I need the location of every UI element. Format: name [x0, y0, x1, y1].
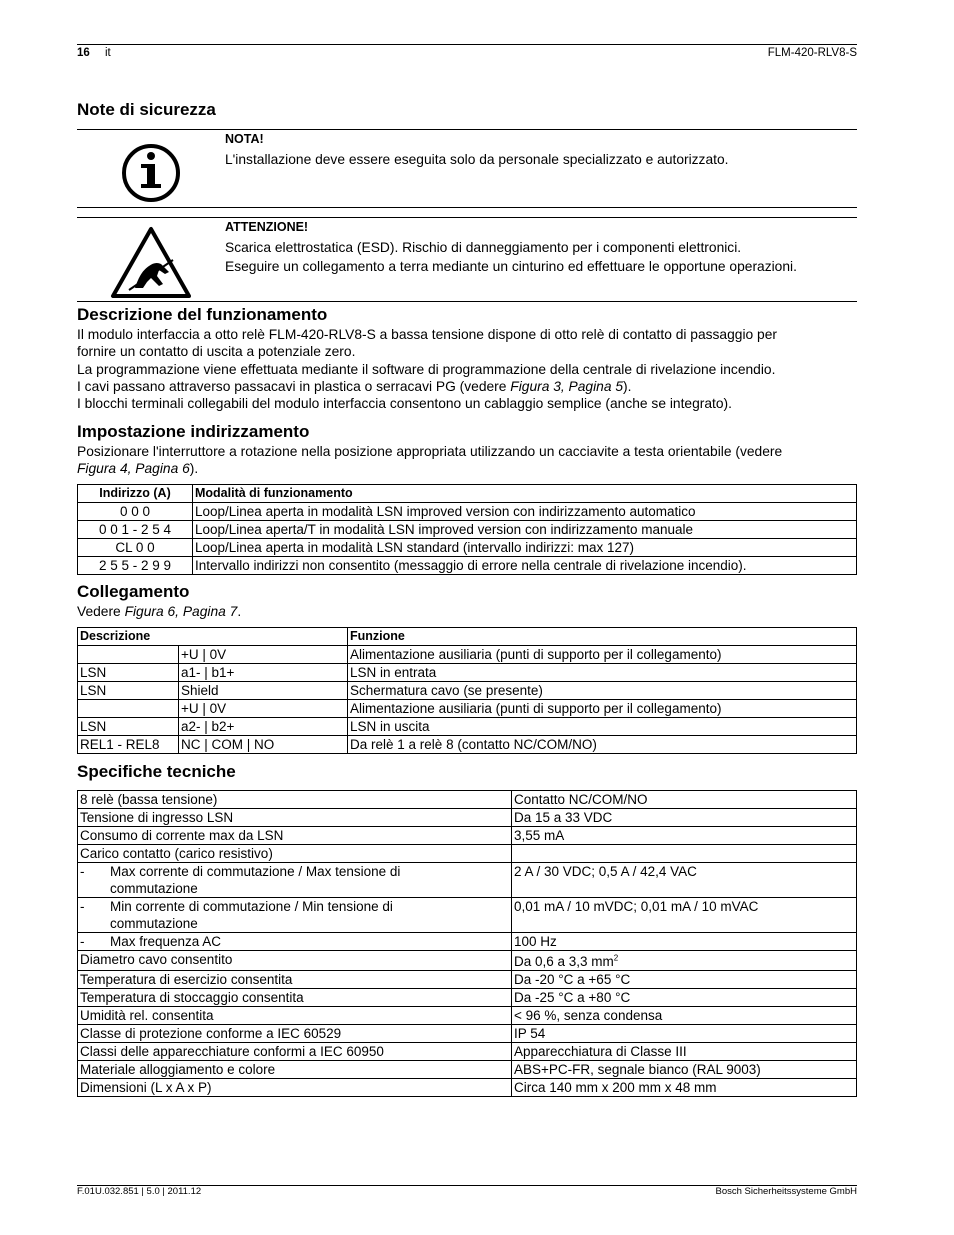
spec-label: [78, 933, 512, 951]
spec-value: 3,55 mA: [512, 827, 857, 845]
spec-value: 0,01 mA / 10 mVDC; 0,01 mA / 10 mVAC: [512, 898, 857, 933]
description-cell: [78, 646, 179, 664]
caution-label: ATTENZIONE!: [225, 220, 309, 234]
document-code: FLM-420-RLV8-S: [767, 47, 857, 59]
table-row: [78, 1079, 857, 1097]
table-row: [78, 521, 857, 539]
operation-p3: [77, 378, 857, 395]
operation-p3-end: ).: [623, 378, 632, 394]
caution-text: [225, 238, 797, 276]
list-dash: -: [80, 934, 85, 949]
address-cell: 0 0 1 - 2 5 4: [78, 521, 193, 539]
description-cell: LSN: [78, 718, 179, 736]
spec-label: Consumo di corrente max da LSN: [78, 827, 512, 845]
operation-p4: I blocchi terminali collegabili del modulo interfaccia consentono un cablaggio semplice (anche se integrato).: [77, 396, 732, 412]
spec-label-line1: Max corrente di commutazione / Max tensione di: [110, 864, 401, 879]
section-title-safety: Note di sicurezza: [77, 100, 216, 119]
specifications-table: [77, 790, 857, 1097]
table-row: [78, 503, 857, 521]
table-row: [78, 557, 857, 575]
addressing-description: [77, 443, 857, 478]
connection-text-end: .: [237, 604, 242, 619]
caution-line-2: Eseguire un collegamento a terra mediante un cinturino ed effettuare le opportune operazioni.: [225, 259, 797, 274]
operation-description: [77, 326, 857, 412]
spec-value: Da -20 °C a +65 °C: [512, 971, 857, 989]
table-row: [78, 845, 857, 863]
spec-label-line2: commutazione: [110, 916, 198, 931]
section-title-specifications: Specifiche tecniche: [77, 762, 236, 781]
terminal-cell: +U | 0V: [179, 646, 348, 664]
terminal-cell: a2- | b2+: [179, 718, 348, 736]
table-row: [78, 809, 857, 827]
operation-p3-text: I cavi passano attraverso passacavi in plastica o serracavi PG (vedere: [77, 378, 511, 394]
address-cell: 2 5 5 - 2 9 9: [78, 557, 193, 575]
spec-label: Classe di protezione conforme a IEC 60529: [78, 1025, 512, 1043]
language-code: it: [105, 47, 111, 59]
spec-value: IP 54: [512, 1025, 857, 1043]
table-row: [78, 1025, 857, 1043]
table-row: [78, 736, 857, 754]
spec-label: Temperatura di esercizio consentita: [78, 971, 512, 989]
spec-value-text: Da 0,6 a 3,3 mm: [514, 954, 614, 969]
table-row: [78, 898, 857, 933]
spec-value: < 96 %, senza condensa: [512, 1007, 857, 1025]
table-row: [78, 1061, 857, 1079]
figure-reference-link[interactable]: Figura 6, Pagina 7: [124, 604, 238, 619]
mode-cell: Intervallo indirizzi non consentito (messaggio di errore nella centrale di rivelazione incendio).: [193, 557, 857, 575]
section-title-operation: Descrizione del funzionamento: [77, 305, 328, 324]
mode-cell: Loop/Linea aperta in modalità LSN standard (intervallo indirizzi: max 127): [193, 539, 857, 557]
function-cell: LSN in entrata: [348, 664, 857, 682]
note-text: L'installazione deve essere eseguita solo da personale specializzato e autorizzato.: [225, 152, 729, 167]
note-label: NOTA!: [225, 132, 264, 146]
list-dash: -: [80, 864, 85, 879]
spec-value: ABS+PC-FR, segnale bianco (RAL 9003): [512, 1061, 857, 1079]
section-title-connection: Collegamento: [77, 582, 190, 601]
note-box: [77, 129, 857, 208]
list-dash: -: [80, 899, 85, 914]
spec-label: Dimensioni (L x A x P): [78, 1079, 512, 1097]
spec-label-line1: Max frequenza AC: [110, 934, 222, 949]
table-row: [78, 933, 857, 951]
page-header: [77, 47, 857, 63]
terminal-cell: +U | 0V: [179, 700, 348, 718]
spec-label: [78, 863, 512, 898]
superscript: 2: [613, 953, 619, 963]
table-row: [78, 791, 857, 809]
table-row: [78, 700, 857, 718]
addressing-table: [77, 484, 857, 575]
table-row: [78, 951, 857, 971]
document-reference: F.01U.032.851 | 5.0 | 2011.12: [77, 1186, 202, 1197]
caution-divider-bottom: [77, 301, 857, 302]
table-row: [78, 664, 857, 682]
table-row: [78, 1043, 857, 1061]
spec-value: 100 Hz: [512, 933, 857, 951]
terminal-cell: NC | COM | NO: [179, 736, 348, 754]
spec-label: Diametro cavo consentito: [78, 951, 512, 971]
address-cell: 0 0 0: [78, 503, 193, 521]
table-row: [78, 718, 857, 736]
table-row: [78, 971, 857, 989]
esd-warning-icon: [77, 226, 225, 298]
description-cell: LSN: [78, 682, 179, 700]
spec-value: 2 A / 30 VDC; 0,5 A / 42,4 VAC: [512, 863, 857, 898]
company-name: Bosch Sicherheitssysteme GmbH: [715, 1186, 857, 1197]
addressing-line2: [77, 460, 857, 477]
spec-value: Apparecchiatura di Classe III: [512, 1043, 857, 1061]
connection-description: [77, 603, 857, 620]
spec-value: [512, 951, 857, 971]
addressing-line1: Posizionare l'interruttore a rotazione nella posizione appropriata utilizzando un cacciavite a testa orientabile (vedere: [77, 444, 783, 459]
spec-value: Contatto NC/COM/NO: [512, 791, 857, 809]
function-cell: Schermatura cavo (se presente): [348, 682, 857, 700]
column-header: Funzione: [348, 628, 857, 646]
spec-label: Tensione di ingresso LSN: [78, 809, 512, 827]
connection-text: Vedere: [77, 604, 125, 619]
function-cell: Alimentazione ausiliaria (punti di supporto per il collegamento): [348, 646, 857, 664]
section-title-addressing: Impostazione indirizzamento: [77, 422, 310, 441]
table-row: [78, 827, 857, 845]
page-number: 16: [77, 47, 90, 59]
operation-p2: La programmazione viene effettuata mediante il software di programmazione della centrale di rivelazione incendio.: [77, 361, 776, 377]
description-cell: LSN: [78, 664, 179, 682]
spec-label: Classi delle apparecchiature conformi a IEC 60950: [78, 1043, 512, 1061]
spec-label: Umidità rel. consentita: [78, 1007, 512, 1025]
spec-value: [512, 845, 857, 863]
column-header: Descrizione: [78, 628, 348, 646]
spec-label-line1: Min corrente di commutazione / Min tensione di: [110, 899, 393, 914]
table-row: [78, 539, 857, 557]
caution-line-1: Scarica elettrostatica (ESD). Rischio di danneggiamento per i componenti elettronici.: [225, 240, 742, 255]
mode-cell: Loop/Linea aperta in modalità LSN improved version con indirizzamento automatico: [193, 503, 857, 521]
operation-p1-line2: fornire un contatto di uscita a potenziale zero.: [77, 344, 356, 360]
mode-cell: Loop/Linea aperta/T in modalità LSN improved version con indirizzamento manuale: [193, 521, 857, 539]
spec-label: 8 relè (bassa tensione): [78, 791, 512, 809]
table-header-row: [78, 485, 857, 503]
figure-reference-link[interactable]: Figura 4, Pagina 6: [77, 461, 190, 477]
function-cell: LSN in uscita: [348, 718, 857, 736]
caution-box: [77, 217, 857, 302]
terminal-cell: a1- | b1+: [179, 664, 348, 682]
spec-label-line2: commutazione: [110, 881, 198, 896]
column-header: Indirizzo (A): [78, 485, 193, 503]
table-row: [78, 682, 857, 700]
spec-label: [78, 898, 512, 933]
address-cell: CL 0 0: [78, 539, 193, 557]
connection-table: [77, 627, 857, 754]
spec-value: Da -25 °C a +80 °C: [512, 989, 857, 1007]
table-row: [78, 863, 857, 898]
description-cell: REL1 - REL8: [78, 736, 179, 754]
info-icon: [77, 136, 225, 204]
spec-label: Carico contatto (carico resistivo): [78, 845, 512, 863]
figure-reference-link[interactable]: Figura 3, Pagina 5: [510, 378, 624, 394]
column-header: Modalità di funzionamento: [193, 485, 857, 503]
terminal-cell: Shield: [179, 682, 348, 700]
function-cell: Da relè 1 a relè 8 (contatto NC/COM/NO): [348, 736, 857, 754]
table-header-row: [78, 628, 857, 646]
description-cell: [78, 700, 179, 718]
header-rule: [77, 44, 857, 45]
spec-value: Circa 140 mm x 200 mm x 48 mm: [512, 1079, 857, 1097]
note-divider-bottom: [77, 207, 857, 208]
operation-p1-line1: Il modulo interfaccia a otto relè FLM-420-RLV8-S a bassa tensione dispone di otto relè di contatto di passaggio per: [77, 327, 777, 342]
table-row: [78, 989, 857, 1007]
function-cell: Alimentazione ausiliaria (punti di supporto per il collegamento): [348, 700, 857, 718]
spec-label: Materiale alloggiamento e colore: [78, 1061, 512, 1079]
addressing-line2-end: ).: [189, 461, 199, 477]
table-row: [78, 1007, 857, 1025]
spec-value: Da 15 a 33 VDC: [512, 809, 857, 827]
table-row: [78, 646, 857, 664]
spec-label: Temperatura di stoccaggio consentita: [78, 989, 512, 1007]
